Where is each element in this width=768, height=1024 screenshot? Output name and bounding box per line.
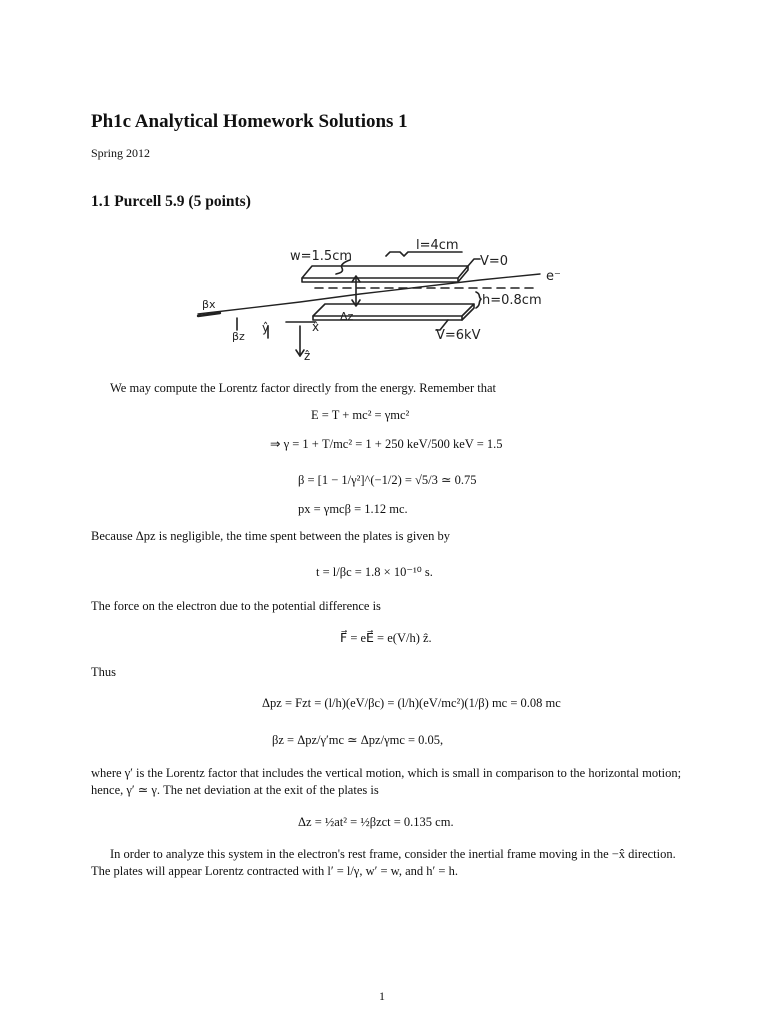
- label-h: h=0.8cm: [482, 293, 542, 308]
- label-z-axis: ẑ: [304, 349, 311, 363]
- label-beta-x: βx: [202, 298, 216, 311]
- equation-beta: β = [1 − 1/γ²]^(−1/2) = √5/3 ≃ 0.75: [298, 473, 477, 487]
- page-number: 1: [379, 989, 385, 1003]
- label-electron: e⁻: [546, 269, 561, 284]
- equation-energy: E = T + mc² = γmc²: [311, 408, 410, 422]
- section-heading: 1.1 Purcell 5.9 (5 points): [91, 193, 251, 210]
- label-w: w=1.5cm: [290, 249, 353, 264]
- paragraph-3: The force on the electron due to the potential difference is: [91, 599, 381, 613]
- document-title: Ph1c Analytical Homework Solutions 1: [91, 111, 408, 132]
- paragraph-5: where γ′ is the Lorentz factor that includes the vertical motion, which is small in comparison to the horizontal motion; hence, γ′ ≃ γ. The net deviation at the exit of the plates is: [91, 766, 682, 797]
- paragraph-6: In order to analyze this system in the electron's rest frame, consider the inertial frame moving in the −x̂ direction. The plates will appear Lorentz contracted with l′ = l/γ, w′ = w, and h′ = h.: [91, 847, 676, 878]
- paragraph-1: We may compute the Lorentz factor directly from the energy. Remember that: [110, 381, 496, 395]
- label-v6: V=6kV: [436, 328, 481, 343]
- equation-gamma: ⇒ γ = 1 + T/mc² = 1 + 250 keV/500 keV = 1.5: [270, 437, 503, 451]
- label-y-axis: ŷ: [262, 321, 270, 335]
- top-plate: [302, 266, 468, 278]
- equation-delta-pz: Δpz = Fzt = (l/h)(eV/βc) = (l/h)(eV/mc²)(1/β) mc = 0.08 mc: [262, 696, 561, 710]
- label-beta-z: βz: [232, 330, 245, 343]
- label-l: l=4cm: [416, 238, 459, 253]
- equation-delta-z: Δz = ½at² = ½βzct = 0.135 cm.: [298, 815, 454, 829]
- bottom-plate: [313, 304, 474, 316]
- equation-force: F⃗ = eE⃗ = e(V/h) ẑ.: [340, 631, 432, 645]
- deflection-sketch: [190, 232, 580, 367]
- label-x-axis: x̂: [312, 320, 320, 334]
- equation-beta-z: βz = Δpz/γ′mc ≃ Δpz/γmc = 0.05,: [272, 733, 444, 747]
- paragraph-4: Thus: [91, 665, 116, 679]
- label-delta-z: Δz: [340, 310, 354, 323]
- document-subtitle: Spring 2012: [91, 146, 151, 160]
- paragraph-2: Because Δpz is negligible, the time spent between the plates is given by: [91, 529, 450, 543]
- equation-momentum: px = γmcβ = 1.12 mc.: [298, 502, 408, 516]
- label-v0: V=0: [480, 254, 509, 269]
- equation-time: t = l/βc = 1.8 × 10⁻¹⁰ s.: [316, 565, 433, 579]
